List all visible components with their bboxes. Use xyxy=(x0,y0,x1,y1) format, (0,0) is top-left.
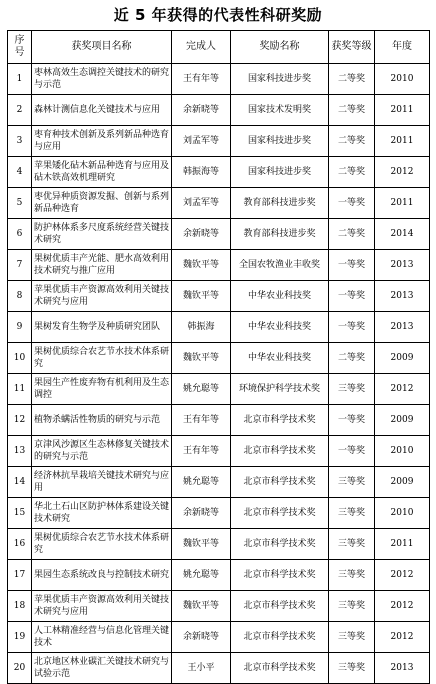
table-row xyxy=(8,405,430,436)
cell-no: 18 xyxy=(8,591,32,622)
cell-project: 经济林抗旱栽培关键技术研究与应用 xyxy=(32,467,172,498)
table-row xyxy=(8,591,430,622)
cell-project: 苹果矮化砧木新品种选育与应用及砧木铁高效机理研究 xyxy=(32,157,172,188)
cell-project: 华北土石山区防护林体系建设关键技术研究 xyxy=(32,498,172,529)
cell-year: 2011 xyxy=(375,95,430,126)
header-grade: 获奖等级 xyxy=(329,31,375,64)
cell-award: 北京市科学技术奖 xyxy=(231,467,329,498)
header-award: 奖励名称 xyxy=(231,31,329,64)
cell-person: 姚允聪等 xyxy=(172,560,231,591)
cell-project: 人工林精准经营与信息化管理关键技术 xyxy=(32,622,172,653)
table-row xyxy=(8,157,430,188)
cell-grade: 一等奖 xyxy=(329,312,375,343)
cell-grade: 一等奖 xyxy=(329,436,375,467)
cell-no: 7 xyxy=(8,250,32,281)
cell-grade: 一等奖 xyxy=(329,281,375,312)
table-body xyxy=(8,64,430,684)
cell-no: 13 xyxy=(8,436,32,467)
table-row xyxy=(8,312,430,343)
table-row xyxy=(8,653,430,684)
cell-person: 王小平 xyxy=(172,653,231,684)
cell-person: 余新晓等 xyxy=(172,622,231,653)
cell-project: 果树发育生物学及种质研究团队 xyxy=(32,312,172,343)
table-row xyxy=(8,343,430,374)
cell-award: 教育部科技进步奖 xyxy=(231,219,329,250)
cell-year: 2013 xyxy=(375,250,430,281)
cell-award: 国家科技进步奖 xyxy=(231,64,329,95)
cell-no: 3 xyxy=(8,126,32,157)
awards-table xyxy=(7,30,430,684)
header-person: 完成人 xyxy=(172,31,231,64)
cell-person: 王有年等 xyxy=(172,64,231,95)
cell-grade: 二等奖 xyxy=(329,219,375,250)
cell-grade: 二等奖 xyxy=(329,95,375,126)
cell-person: 刘孟军等 xyxy=(172,188,231,219)
cell-project: 京津风沙源区生态林修复关键技术的研究与示范 xyxy=(32,436,172,467)
cell-grade: 一等奖 xyxy=(329,405,375,436)
table-row xyxy=(8,64,430,95)
table-row xyxy=(8,498,430,529)
cell-year: 2010 xyxy=(375,498,430,529)
cell-grade: 二等奖 xyxy=(329,157,375,188)
cell-no: 14 xyxy=(8,467,32,498)
page-title: 近 5 年获得的代表性科研奖励 xyxy=(113,6,323,24)
cell-project: 植物杀螨活性物质的研究与示范 xyxy=(32,405,172,436)
cell-award: 北京市科学技术奖 xyxy=(231,591,329,622)
cell-person: 王有年等 xyxy=(172,405,231,436)
cell-project: 果树优质综合农艺节水技术体系研究 xyxy=(32,529,172,560)
cell-award: 北京市科学技术奖 xyxy=(231,405,329,436)
cell-award: 北京市科学技术奖 xyxy=(231,653,329,684)
cell-year: 2011 xyxy=(375,529,430,560)
cell-person: 刘孟军等 xyxy=(172,126,231,157)
table-row xyxy=(8,126,430,157)
table-row xyxy=(8,374,430,405)
cell-person: 余新晓等 xyxy=(172,95,231,126)
header-year: 年度 xyxy=(375,31,430,64)
table-header xyxy=(8,31,430,64)
cell-project: 防护林体系多尺度系统经营关键技术研究 xyxy=(32,219,172,250)
cell-year: 2011 xyxy=(375,126,430,157)
cell-grade: 三等奖 xyxy=(329,653,375,684)
table-row xyxy=(8,436,430,467)
cell-year: 2010 xyxy=(375,436,430,467)
cell-award: 全国农牧渔业丰收奖 xyxy=(231,250,329,281)
cell-no: 4 xyxy=(8,157,32,188)
cell-award: 国家科技进步奖 xyxy=(231,157,329,188)
cell-year: 2012 xyxy=(375,560,430,591)
cell-no: 16 xyxy=(8,529,32,560)
table-row xyxy=(8,219,430,250)
cell-year: 2013 xyxy=(375,653,430,684)
cell-project: 枣林高效生态调控关键技术的研究与示范 xyxy=(32,64,172,95)
cell-no: 2 xyxy=(8,95,32,126)
cell-person: 余新晓等 xyxy=(172,219,231,250)
cell-award: 国家科技进步奖 xyxy=(231,126,329,157)
cell-no: 6 xyxy=(8,219,32,250)
cell-project: 果树优质丰产光能、肥水高效利用技术研究与推广应用 xyxy=(32,250,172,281)
cell-award: 北京市科学技术奖 xyxy=(231,529,329,560)
cell-year: 2012 xyxy=(375,591,430,622)
cell-year: 2013 xyxy=(375,281,430,312)
table-row xyxy=(8,188,430,219)
table-row xyxy=(8,467,430,498)
cell-award: 国家技术发明奖 xyxy=(231,95,329,126)
cell-no: 5 xyxy=(8,188,32,219)
cell-project: 果园生态系统改良与控制技术研究 xyxy=(32,560,172,591)
cell-award: 中华农业科技奖 xyxy=(231,343,329,374)
cell-grade: 三等奖 xyxy=(329,560,375,591)
cell-award: 北京市科学技术奖 xyxy=(231,436,329,467)
cell-project: 果树优质综合农艺节水技术体系研究 xyxy=(32,343,172,374)
table-row xyxy=(8,250,430,281)
cell-year: 2009 xyxy=(375,343,430,374)
cell-person: 姚允聪等 xyxy=(172,374,231,405)
cell-no: 8 xyxy=(8,281,32,312)
cell-year: 2010 xyxy=(375,64,430,95)
cell-no: 9 xyxy=(8,312,32,343)
cell-project: 北京地区林业碳汇关键技术研究与试验示范 xyxy=(32,653,172,684)
cell-no: 1 xyxy=(8,64,32,95)
cell-year: 2009 xyxy=(375,467,430,498)
cell-year: 2012 xyxy=(375,622,430,653)
cell-award: 中华农业科技奖 xyxy=(231,281,329,312)
cell-award: 环境保护科学技术奖 xyxy=(231,374,329,405)
cell-award: 中华农业科技奖 xyxy=(231,312,329,343)
cell-person: 魏钦平等 xyxy=(172,343,231,374)
header-row xyxy=(8,31,430,64)
table-row xyxy=(8,560,430,591)
cell-no: 12 xyxy=(8,405,32,436)
cell-no: 19 xyxy=(8,622,32,653)
cell-award: 教育部科技进步奖 xyxy=(231,188,329,219)
cell-person: 魏钦平等 xyxy=(172,591,231,622)
table-row xyxy=(8,95,430,126)
cell-grade: 一等奖 xyxy=(329,250,375,281)
cell-grade: 三等奖 xyxy=(329,529,375,560)
cell-project: 果园生产性废弃物有机利用及生态调控 xyxy=(32,374,172,405)
cell-person: 余新晓等 xyxy=(172,498,231,529)
cell-no: 17 xyxy=(8,560,32,591)
cell-person: 韩振海等 xyxy=(172,157,231,188)
cell-project: 森林计测信息化关键技术与应用 xyxy=(32,95,172,126)
cell-project: 枣优异种质资源发掘、创新与系列新品种选育 xyxy=(32,188,172,219)
cell-grade: 一等奖 xyxy=(329,188,375,219)
cell-person: 姚允聪等 xyxy=(172,467,231,498)
header-project: 获奖项目名称 xyxy=(32,31,172,64)
cell-grade: 二等奖 xyxy=(329,126,375,157)
cell-year: 2014 xyxy=(375,219,430,250)
cell-year: 2011 xyxy=(375,188,430,219)
cell-no: 11 xyxy=(8,374,32,405)
cell-no: 15 xyxy=(8,498,32,529)
cell-year: 2012 xyxy=(375,157,430,188)
cell-grade: 三等奖 xyxy=(329,591,375,622)
cell-person: 韩振海 xyxy=(172,312,231,343)
cell-person: 魏钦平等 xyxy=(172,250,231,281)
cell-year: 2013 xyxy=(375,312,430,343)
cell-year: 2009 xyxy=(375,405,430,436)
cell-person: 王有年等 xyxy=(172,436,231,467)
cell-year: 2012 xyxy=(375,374,430,405)
cell-project: 苹果优质丰产资源高效利用关键技术研究与应用 xyxy=(32,281,172,312)
cell-award: 北京市科学技术奖 xyxy=(231,622,329,653)
table-row xyxy=(8,281,430,312)
table-row xyxy=(8,529,430,560)
cell-grade: 二等奖 xyxy=(329,343,375,374)
cell-person: 魏钦平等 xyxy=(172,529,231,560)
cell-project: 苹果优质丰产资源高效利用关键技术研究与应用 xyxy=(32,591,172,622)
cell-no: 20 xyxy=(8,653,32,684)
cell-grade: 三等奖 xyxy=(329,467,375,498)
cell-grade: 三等奖 xyxy=(329,374,375,405)
cell-project: 枣育种技术创新及系列新品种选育与应用 xyxy=(32,126,172,157)
cell-grade: 三等奖 xyxy=(329,622,375,653)
cell-award: 北京市科学技术奖 xyxy=(231,560,329,591)
cell-person: 魏钦平等 xyxy=(172,281,231,312)
header-no: 序号 xyxy=(8,31,32,64)
table-row xyxy=(8,622,430,653)
cell-grade: 二等奖 xyxy=(329,64,375,95)
cell-no: 10 xyxy=(8,343,32,374)
cell-award: 北京市科学技术奖 xyxy=(231,498,329,529)
cell-grade: 三等奖 xyxy=(329,498,375,529)
